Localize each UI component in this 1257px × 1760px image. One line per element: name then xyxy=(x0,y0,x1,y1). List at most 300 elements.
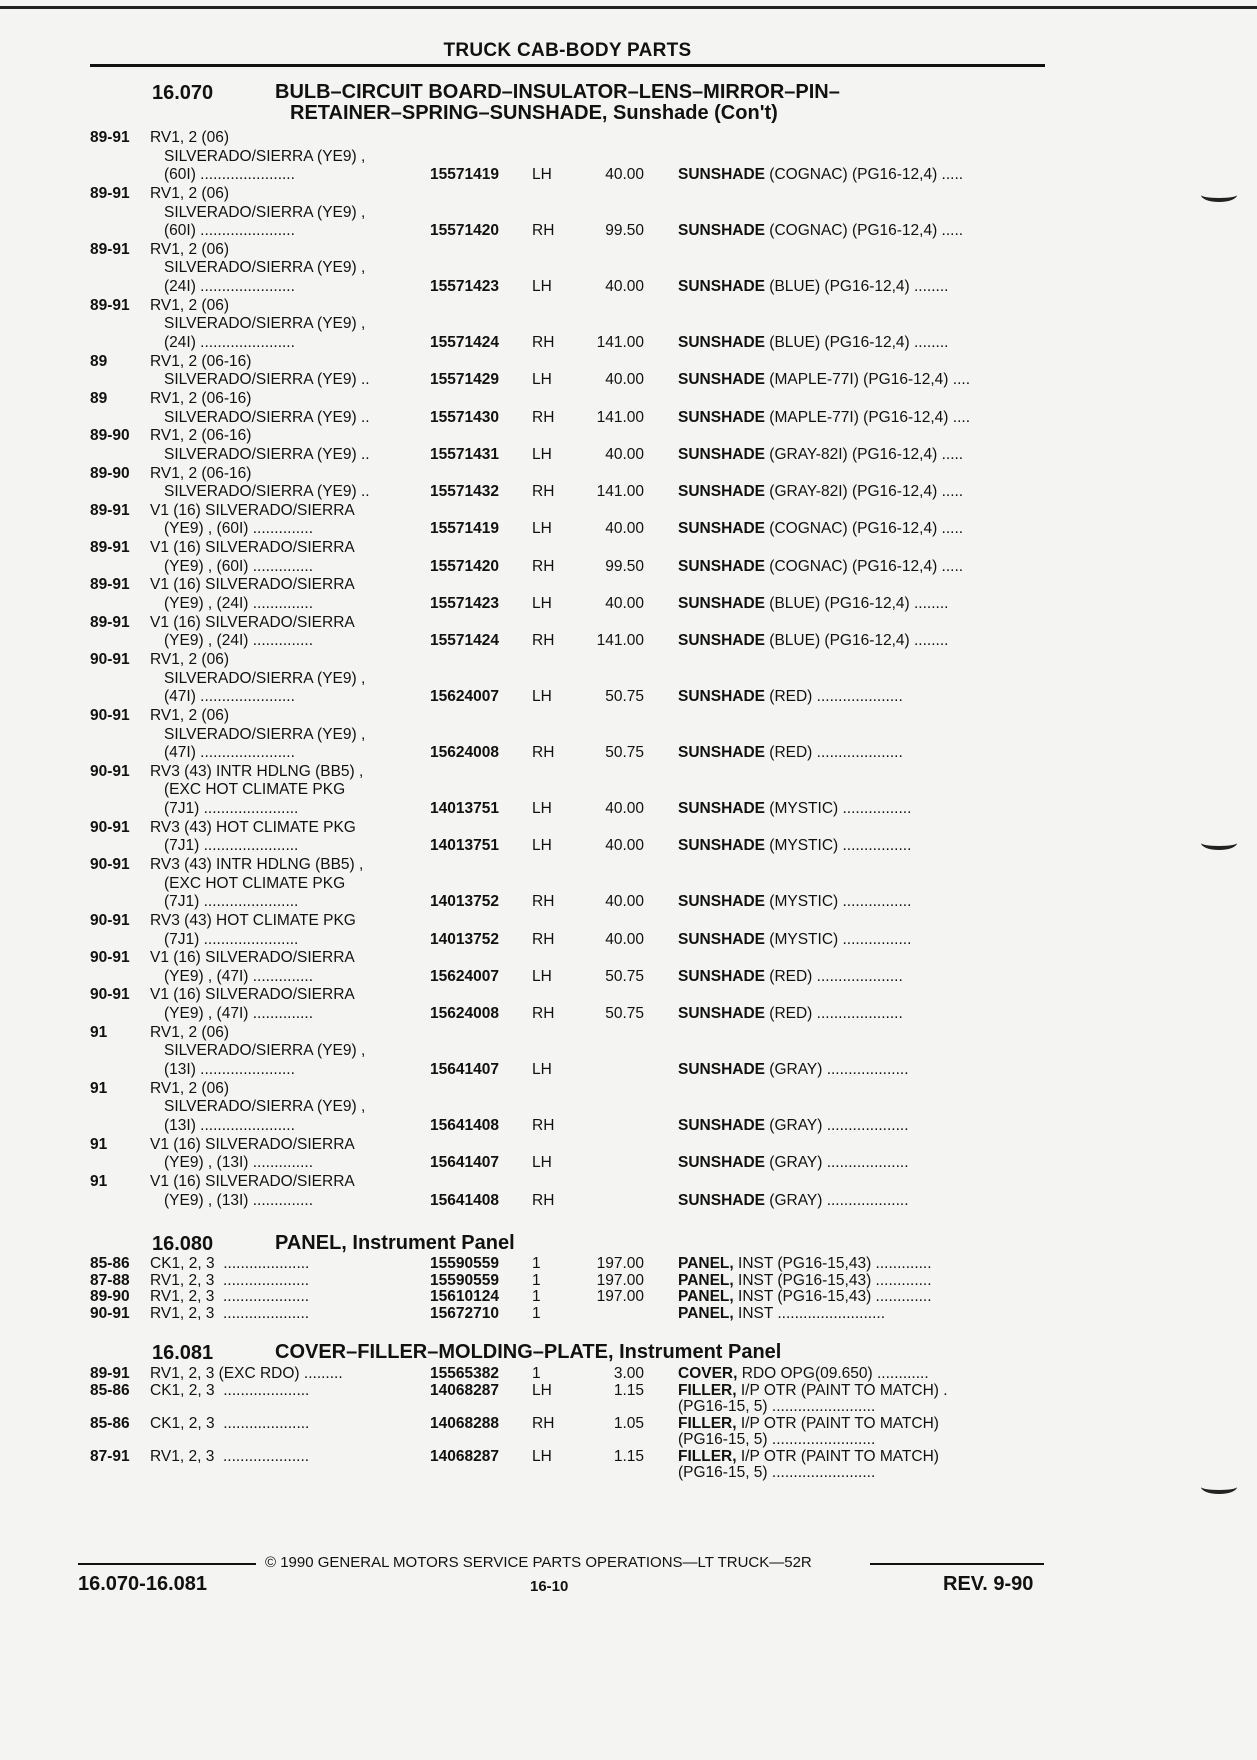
application-desc: (7J1) ...................... xyxy=(164,837,299,855)
part-name-detail: (RED) .................... xyxy=(764,1005,903,1023)
section-number: 16.081 xyxy=(152,1342,214,1364)
side-qty: RH xyxy=(532,1116,555,1134)
side-qty: LH xyxy=(532,520,552,538)
part-name-key: SUNSHADE xyxy=(678,445,765,463)
application-desc: SILVERADO/SIERRA (YE9) , xyxy=(164,315,366,333)
side-qty: 1 xyxy=(532,1365,541,1382)
part-name xyxy=(678,632,948,651)
part-name-detail: (GRAY-82I) (PG16-12,4) ..... xyxy=(764,445,964,463)
application-desc: V1 (16) SILVERADO/SIERRA xyxy=(150,613,355,631)
parts-row xyxy=(90,893,1055,912)
price: 99.50 xyxy=(605,222,644,240)
model-years: 89-91 xyxy=(90,240,130,258)
parts-row xyxy=(90,1306,1055,1323)
parts-row xyxy=(90,222,1055,241)
parts-row xyxy=(90,259,1055,278)
part-name-key: SUNSHADE xyxy=(678,632,765,650)
model-years: 89 xyxy=(90,352,108,370)
part-name xyxy=(678,1449,939,1466)
part-number: 15641407 xyxy=(430,1154,499,1172)
application-desc: (EXC HOT CLIMATE PKG xyxy=(164,874,346,892)
parts-row xyxy=(90,465,1055,484)
application-desc: V1 (16) SILVERADO/SIERRA xyxy=(150,1172,355,1190)
part-name-key: PANEL, xyxy=(678,1271,734,1289)
parts-row xyxy=(90,1173,1055,1192)
section-title-line1: BULB–CIRCUIT BOARD–INSULATOR–LENS–MIRROR–PIN– xyxy=(275,81,840,103)
part-name xyxy=(678,371,970,390)
part-number: 15624008 xyxy=(430,1005,499,1023)
side-qty: RH xyxy=(532,744,555,762)
model-years: 90-91 xyxy=(90,986,130,1004)
application-desc: SILVERADO/SIERRA (YE9) , xyxy=(164,203,366,221)
application-desc: (60I) ...................... xyxy=(164,166,295,184)
part-name-detail: INST (PG16-15,43) ............. xyxy=(733,1255,932,1272)
parts-row xyxy=(90,427,1055,446)
part-name-key: SUNSHADE xyxy=(678,837,765,855)
part-number: 15571432 xyxy=(430,483,499,501)
parts-row xyxy=(90,931,1055,950)
parts-row xyxy=(90,968,1055,987)
price: 3.00 xyxy=(613,1365,644,1382)
side-qty: LH xyxy=(532,445,552,463)
side-qty: RH xyxy=(532,893,555,911)
part-name-key: SUNSHADE xyxy=(678,800,765,818)
model-years: 89-90 xyxy=(90,427,130,445)
part-name xyxy=(678,893,911,912)
part-name-key: SUNSHADE xyxy=(678,893,765,911)
application-desc: CK1, 2, 3 .................... xyxy=(150,1381,310,1399)
application-desc: V1 (16) SILVERADO/SIERRA xyxy=(150,986,355,1004)
application-desc: (YE9) , (60I) .............. xyxy=(164,520,314,538)
price: 141.00 xyxy=(596,483,644,501)
price: 40.00 xyxy=(605,837,644,855)
application-desc: RV3 (43) INTR HDLNG (BB5) , xyxy=(150,762,364,780)
parts-row xyxy=(90,1154,1055,1173)
part-name-key: SUNSHADE xyxy=(678,371,765,389)
model-years: 91 xyxy=(90,1172,108,1190)
application-desc: (YE9) , (24I) .............. xyxy=(164,632,314,650)
parts-row xyxy=(90,1383,1055,1400)
application-desc: (YE9) , (47I) .............. xyxy=(164,967,314,985)
model-years: 91 xyxy=(90,1135,108,1153)
application-desc: RV3 (43) INTR HDLNG (BB5) , xyxy=(150,855,364,873)
application-desc: RV1, 2 (06) xyxy=(150,184,229,202)
parts-row xyxy=(90,912,1055,931)
part-name-detail: (PG16-15, 5) ........................ xyxy=(678,1431,876,1448)
part-number: 14013751 xyxy=(430,837,499,855)
model-years: 91 xyxy=(90,1023,108,1041)
part-name-detail: (GRAY-82I) (PG16-12,4) ..... xyxy=(764,483,964,501)
parts-row xyxy=(90,483,1055,502)
application-desc: RV1, 2, 3 .................... xyxy=(150,1288,310,1305)
parts-list-16-080 xyxy=(90,1256,1055,1322)
model-years: 89-91 xyxy=(90,539,130,557)
price: 50.75 xyxy=(605,744,644,762)
part-name-detail: INST (PG16-15,43) ............. xyxy=(733,1288,932,1305)
part-name-key: SUNSHADE xyxy=(678,278,765,296)
part-name-detail: (COGNAC) (PG16-12,4) ..... xyxy=(764,520,964,538)
parts-row xyxy=(90,1416,1055,1433)
parts-row xyxy=(90,334,1055,353)
part-name-detail: (BLUE) (PG16-12,4) ........ xyxy=(764,278,949,296)
side-qty: LH xyxy=(532,837,552,855)
application-desc: (47I) ...................... xyxy=(164,688,295,706)
parts-row xyxy=(90,1080,1055,1099)
part-number: 15571420 xyxy=(430,222,499,240)
footer-copyright: © 1990 GENERAL MOTORS SERVICE PARTS OPERATIONS—LT TRUCK—52R xyxy=(265,1554,812,1571)
parts-row xyxy=(90,632,1055,651)
price: 141.00 xyxy=(596,334,644,352)
part-name xyxy=(678,1383,948,1400)
part-name-detail: (BLUE) (PG16-12,4) ........ xyxy=(764,632,949,650)
model-years: 87-91 xyxy=(90,1447,130,1465)
part-name xyxy=(678,520,963,539)
application-desc: RV1, 2 (06) xyxy=(150,1079,229,1097)
application-desc: (47I) ...................... xyxy=(164,744,295,762)
part-number: 15571431 xyxy=(430,445,499,463)
part-number: 15565382 xyxy=(430,1365,499,1382)
application-desc: SILVERADO/SIERRA (YE9) , xyxy=(164,1042,366,1060)
parts-row xyxy=(90,390,1055,409)
section-number: 16.070 xyxy=(152,82,214,104)
part-name xyxy=(678,334,948,353)
part-name-detail: (COGNAC) (PG16-12,4) ..... xyxy=(764,222,964,240)
application-desc: (24I) ...................... xyxy=(164,278,295,296)
part-number: 15641407 xyxy=(430,1061,499,1079)
parts-row xyxy=(90,1061,1055,1080)
part-name xyxy=(678,800,911,819)
side-qty: LH xyxy=(532,1061,552,1079)
price: 141.00 xyxy=(596,632,644,650)
application-desc: RV1, 2 (06) xyxy=(150,129,229,146)
side-qty: RH xyxy=(532,222,555,240)
parts-row xyxy=(90,763,1055,782)
part-name-detail: (GRAY) ................... xyxy=(764,1154,909,1172)
price: 141.00 xyxy=(596,408,644,426)
price: 50.75 xyxy=(605,1005,644,1023)
part-number: 15571423 xyxy=(430,595,499,613)
footer-section-range: 16.070-16.081 xyxy=(78,1573,208,1595)
application-desc: RV1, 2 (06-16) xyxy=(150,427,252,445)
application-desc: RV1, 2 (06) xyxy=(150,296,229,314)
part-name-key: SUNSHADE xyxy=(678,1005,765,1023)
model-years: 89 xyxy=(90,389,108,407)
price: 40.00 xyxy=(605,893,644,911)
price: 1.15 xyxy=(613,1447,644,1465)
side-qty: RH xyxy=(532,632,555,650)
price: 50.75 xyxy=(605,688,644,706)
part-number: 15571429 xyxy=(430,371,499,389)
parts-row xyxy=(90,651,1055,670)
part-number: 15672710 xyxy=(430,1304,499,1322)
side-qty: RH xyxy=(532,408,555,426)
parts-row xyxy=(90,875,1055,894)
footer-page-number: 16-10 xyxy=(530,1578,569,1595)
part-number: 14068287 xyxy=(430,1447,499,1465)
part-name-key: SUNSHADE xyxy=(678,967,765,985)
parts-row xyxy=(90,129,1055,148)
part-number: 15590559 xyxy=(430,1271,499,1289)
side-qty: 1 xyxy=(532,1288,541,1305)
section-title-line2: RETAINER–SPRING–SUNSHADE, Sunshade (Con't) xyxy=(290,102,778,124)
part-name-key: SUNSHADE xyxy=(678,595,765,613)
part-name xyxy=(678,1416,939,1433)
side-qty: RH xyxy=(532,334,555,352)
section-title xyxy=(275,82,840,124)
application-desc: (13I) ...................... xyxy=(164,1116,295,1134)
application-desc: (YE9) , (60I) .............. xyxy=(164,557,314,575)
parts-row xyxy=(90,558,1055,577)
part-name-detail: (GRAY) ................... xyxy=(764,1191,909,1209)
application-desc: (YE9) , (13I) .............. xyxy=(164,1154,314,1172)
parts-row xyxy=(90,1256,1055,1273)
binder-mark xyxy=(1201,1480,1237,1494)
part-name xyxy=(678,558,963,577)
parts-row xyxy=(90,371,1055,390)
model-years: 85-86 xyxy=(90,1381,130,1399)
part-name-key: SUNSHADE xyxy=(678,520,765,538)
part-name-key: SUNSHADE xyxy=(678,688,765,706)
part-name-detail: (MYSTIC) ................ xyxy=(764,893,912,911)
part-name-key: SUNSHADE xyxy=(678,557,765,575)
part-name xyxy=(678,409,970,428)
part-name-key: FILLER, xyxy=(678,1447,737,1465)
part-name-key: PANEL, xyxy=(678,1304,734,1322)
part-name-key: COVER, xyxy=(678,1365,738,1382)
part-name-detail: INST (PG16-15,43) ............. xyxy=(733,1271,932,1289)
part-name xyxy=(678,931,911,950)
part-number: 14068288 xyxy=(430,1414,499,1432)
part-number: 15571424 xyxy=(430,334,499,352)
part-name xyxy=(678,968,903,987)
application-desc: RV1, 2, 3 .................... xyxy=(150,1271,310,1289)
parts-row xyxy=(90,1289,1055,1306)
parts-row xyxy=(90,446,1055,465)
top-border xyxy=(0,6,1257,9)
part-number: 15571419 xyxy=(430,520,499,538)
application-desc: SILVERADO/SIERRA (YE9) .. xyxy=(164,408,370,426)
application-desc: SILVERADO/SIERRA (YE9) , xyxy=(164,259,366,277)
application-desc: CK1, 2, 3 .................... xyxy=(150,1255,310,1272)
parts-row xyxy=(90,614,1055,633)
part-name-key: SUNSHADE xyxy=(678,1154,765,1172)
application-desc: RV1, 2, 3 .................... xyxy=(150,1447,310,1465)
application-desc: (EXC HOT CLIMATE PKG xyxy=(164,781,346,799)
part-number: 15571419 xyxy=(430,166,499,184)
parts-row xyxy=(90,1465,1055,1482)
part-name xyxy=(678,1256,932,1273)
application-desc: SILVERADO/SIERRA (YE9) , xyxy=(164,1098,366,1116)
part-name xyxy=(678,1432,875,1449)
part-number: 15624007 xyxy=(430,967,499,985)
side-qty: LH xyxy=(532,1381,552,1399)
part-name xyxy=(678,1465,875,1482)
side-qty: LH xyxy=(532,595,552,613)
side-qty: RH xyxy=(532,1414,555,1432)
part-name-detail: (COGNAC) (PG16-12,4) ..... xyxy=(764,557,964,575)
side-qty: LH xyxy=(532,371,552,389)
parts-row xyxy=(90,166,1055,185)
model-years: 85-86 xyxy=(90,1255,130,1272)
application-desc: RV1, 2 (06-16) xyxy=(150,464,252,482)
side-qty: RH xyxy=(532,930,555,948)
price: 197.00 xyxy=(596,1271,644,1289)
parts-row xyxy=(90,409,1055,428)
parts-row xyxy=(90,315,1055,334)
price: 1.15 xyxy=(613,1381,644,1399)
application-desc: (13I) ...................... xyxy=(164,1061,295,1079)
application-desc: RV1, 2 (06) xyxy=(150,1023,229,1041)
application-desc: (7J1) ...................... xyxy=(164,800,299,818)
part-name-detail: (MYSTIC) ................ xyxy=(764,837,912,855)
application-desc: CK1, 2, 3 .................... xyxy=(150,1414,310,1432)
footer-rule-right xyxy=(870,1563,1044,1565)
application-desc: V1 (16) SILVERADO/SIERRA xyxy=(150,501,355,519)
part-name-detail: I/P OTR (PAINT TO MATCH) xyxy=(736,1447,939,1465)
parts-row xyxy=(90,726,1055,745)
part-name-detail: (RED) .................... xyxy=(764,688,903,706)
price: 40.00 xyxy=(605,278,644,296)
part-name-key: SUNSHADE xyxy=(678,408,765,426)
price: 40.00 xyxy=(605,930,644,948)
application-desc: SILVERADO/SIERRA (YE9) .. xyxy=(164,371,370,389)
parts-row xyxy=(90,1273,1055,1290)
side-qty: RH xyxy=(532,483,555,501)
section-number: 16.080 xyxy=(152,1233,214,1255)
price: 197.00 xyxy=(596,1288,644,1305)
parts-row xyxy=(90,1366,1055,1383)
part-number: 14068287 xyxy=(430,1381,499,1399)
page-title: TRUCK CAB-BODY PARTS xyxy=(443,40,692,61)
application-desc: RV1, 2, 3 .................... xyxy=(150,1304,310,1322)
part-name-detail: (GRAY) ................... xyxy=(764,1116,909,1134)
part-number: 15624008 xyxy=(430,744,499,762)
model-years: 90-91 xyxy=(90,911,130,929)
price: 197.00 xyxy=(596,1255,644,1272)
binder-mark xyxy=(1201,836,1237,850)
part-name-key: SUNSHADE xyxy=(678,744,765,762)
parts-row xyxy=(90,707,1055,726)
parts-row xyxy=(90,949,1055,968)
side-qty: 1 xyxy=(532,1255,541,1272)
parts-row xyxy=(90,744,1055,763)
parts-row xyxy=(90,502,1055,521)
parts-row xyxy=(90,576,1055,595)
parts-row xyxy=(90,819,1055,838)
application-desc: RV1, 2 (06-16) xyxy=(150,389,252,407)
application-desc: RV3 (43) HOT CLIMATE PKG xyxy=(150,911,356,929)
application-desc: V1 (16) SILVERADO/SIERRA xyxy=(150,576,355,594)
part-name xyxy=(678,446,963,465)
side-qty: LH xyxy=(532,166,552,184)
model-years: 89-91 xyxy=(90,501,130,519)
parts-row xyxy=(90,539,1055,558)
part-name xyxy=(678,166,963,185)
part-name-key: SUNSHADE xyxy=(678,166,765,184)
part-number: 15641408 xyxy=(430,1191,499,1209)
part-name-detail: (MAPLE-77I) (PG16-12,4) .... xyxy=(764,371,970,389)
section-title: COVER–FILLER–MOLDING–PLATE, Instrument Panel xyxy=(275,1341,782,1363)
part-name-detail: (COGNAC) (PG16-12,4) ..... xyxy=(764,166,964,184)
application-desc: (60I) ...................... xyxy=(164,222,295,240)
model-years: 89-91 xyxy=(90,1365,130,1382)
application-desc: V1 (16) SILVERADO/SIERRA xyxy=(150,539,355,557)
parts-row xyxy=(90,856,1055,875)
parts-row xyxy=(90,670,1055,689)
part-name-detail: INST ......................... xyxy=(733,1304,886,1322)
part-number: 14013752 xyxy=(430,893,499,911)
part-name xyxy=(678,1289,932,1306)
application-desc: RV1, 2 (06-16) xyxy=(150,352,252,370)
parts-row xyxy=(90,1005,1055,1024)
application-desc: RV1, 2 (06) xyxy=(150,706,229,724)
side-qty: 1 xyxy=(532,1271,541,1289)
header-rule xyxy=(90,64,1045,67)
model-years: 89-91 xyxy=(90,184,130,202)
application-desc: RV3 (43) HOT CLIMATE PKG xyxy=(150,818,356,836)
model-years: 90-91 xyxy=(90,650,130,668)
parts-row xyxy=(90,278,1055,297)
model-years: 89-91 xyxy=(90,296,130,314)
part-name xyxy=(678,744,903,763)
part-name xyxy=(678,1192,909,1211)
price: 40.00 xyxy=(605,371,644,389)
part-number: 15571430 xyxy=(430,408,499,426)
application-desc: (YE9) , (47I) .............. xyxy=(164,1005,314,1023)
part-name xyxy=(678,595,948,614)
price: 40.00 xyxy=(605,800,644,818)
part-number: 15624007 xyxy=(430,688,499,706)
part-name-detail: (RED) .................... xyxy=(764,744,903,762)
parts-row xyxy=(90,1449,1055,1466)
part-name xyxy=(678,1306,885,1323)
model-years: 89-90 xyxy=(90,1288,130,1305)
price: 99.50 xyxy=(605,557,644,575)
application-desc: RV1, 2 (06) xyxy=(150,240,229,258)
parts-row xyxy=(90,837,1055,856)
parts-row xyxy=(90,204,1055,223)
parts-row xyxy=(90,148,1055,167)
price: 40.00 xyxy=(605,520,644,538)
price: 1.05 xyxy=(613,1414,644,1432)
part-name-detail: (MAPLE-77I) (PG16-12,4) .... xyxy=(764,408,970,426)
part-name-key: SUNSHADE xyxy=(678,334,765,352)
part-number: 14013752 xyxy=(430,930,499,948)
application-desc: SILVERADO/SIERRA (YE9) , xyxy=(164,147,366,165)
part-name-key: SUNSHADE xyxy=(678,1191,765,1209)
model-years: 89-91 xyxy=(90,576,130,594)
model-years: 90-91 xyxy=(90,949,130,967)
parts-row xyxy=(90,241,1055,260)
section-title: PANEL, Instrument Panel xyxy=(275,1232,515,1254)
application-desc: RV1, 2 (06) xyxy=(150,650,229,668)
parts-row xyxy=(90,1136,1055,1155)
parts-row xyxy=(90,595,1055,614)
part-number: 15590559 xyxy=(430,1255,499,1272)
part-name xyxy=(678,1273,932,1290)
side-qty: 1 xyxy=(532,1304,541,1322)
parts-row xyxy=(90,986,1055,1005)
footer-revision: REV. 9-90 xyxy=(943,1573,1034,1595)
parts-row xyxy=(90,297,1055,316)
application-desc: RV1, 2, 3 (EXC RDO) ......... xyxy=(150,1365,343,1382)
footer-rule-left xyxy=(78,1563,256,1565)
parts-row xyxy=(90,781,1055,800)
side-qty: RH xyxy=(532,557,555,575)
binder-mark xyxy=(1201,188,1237,202)
parts-row xyxy=(90,1117,1055,1136)
side-qty: LH xyxy=(532,1447,552,1465)
